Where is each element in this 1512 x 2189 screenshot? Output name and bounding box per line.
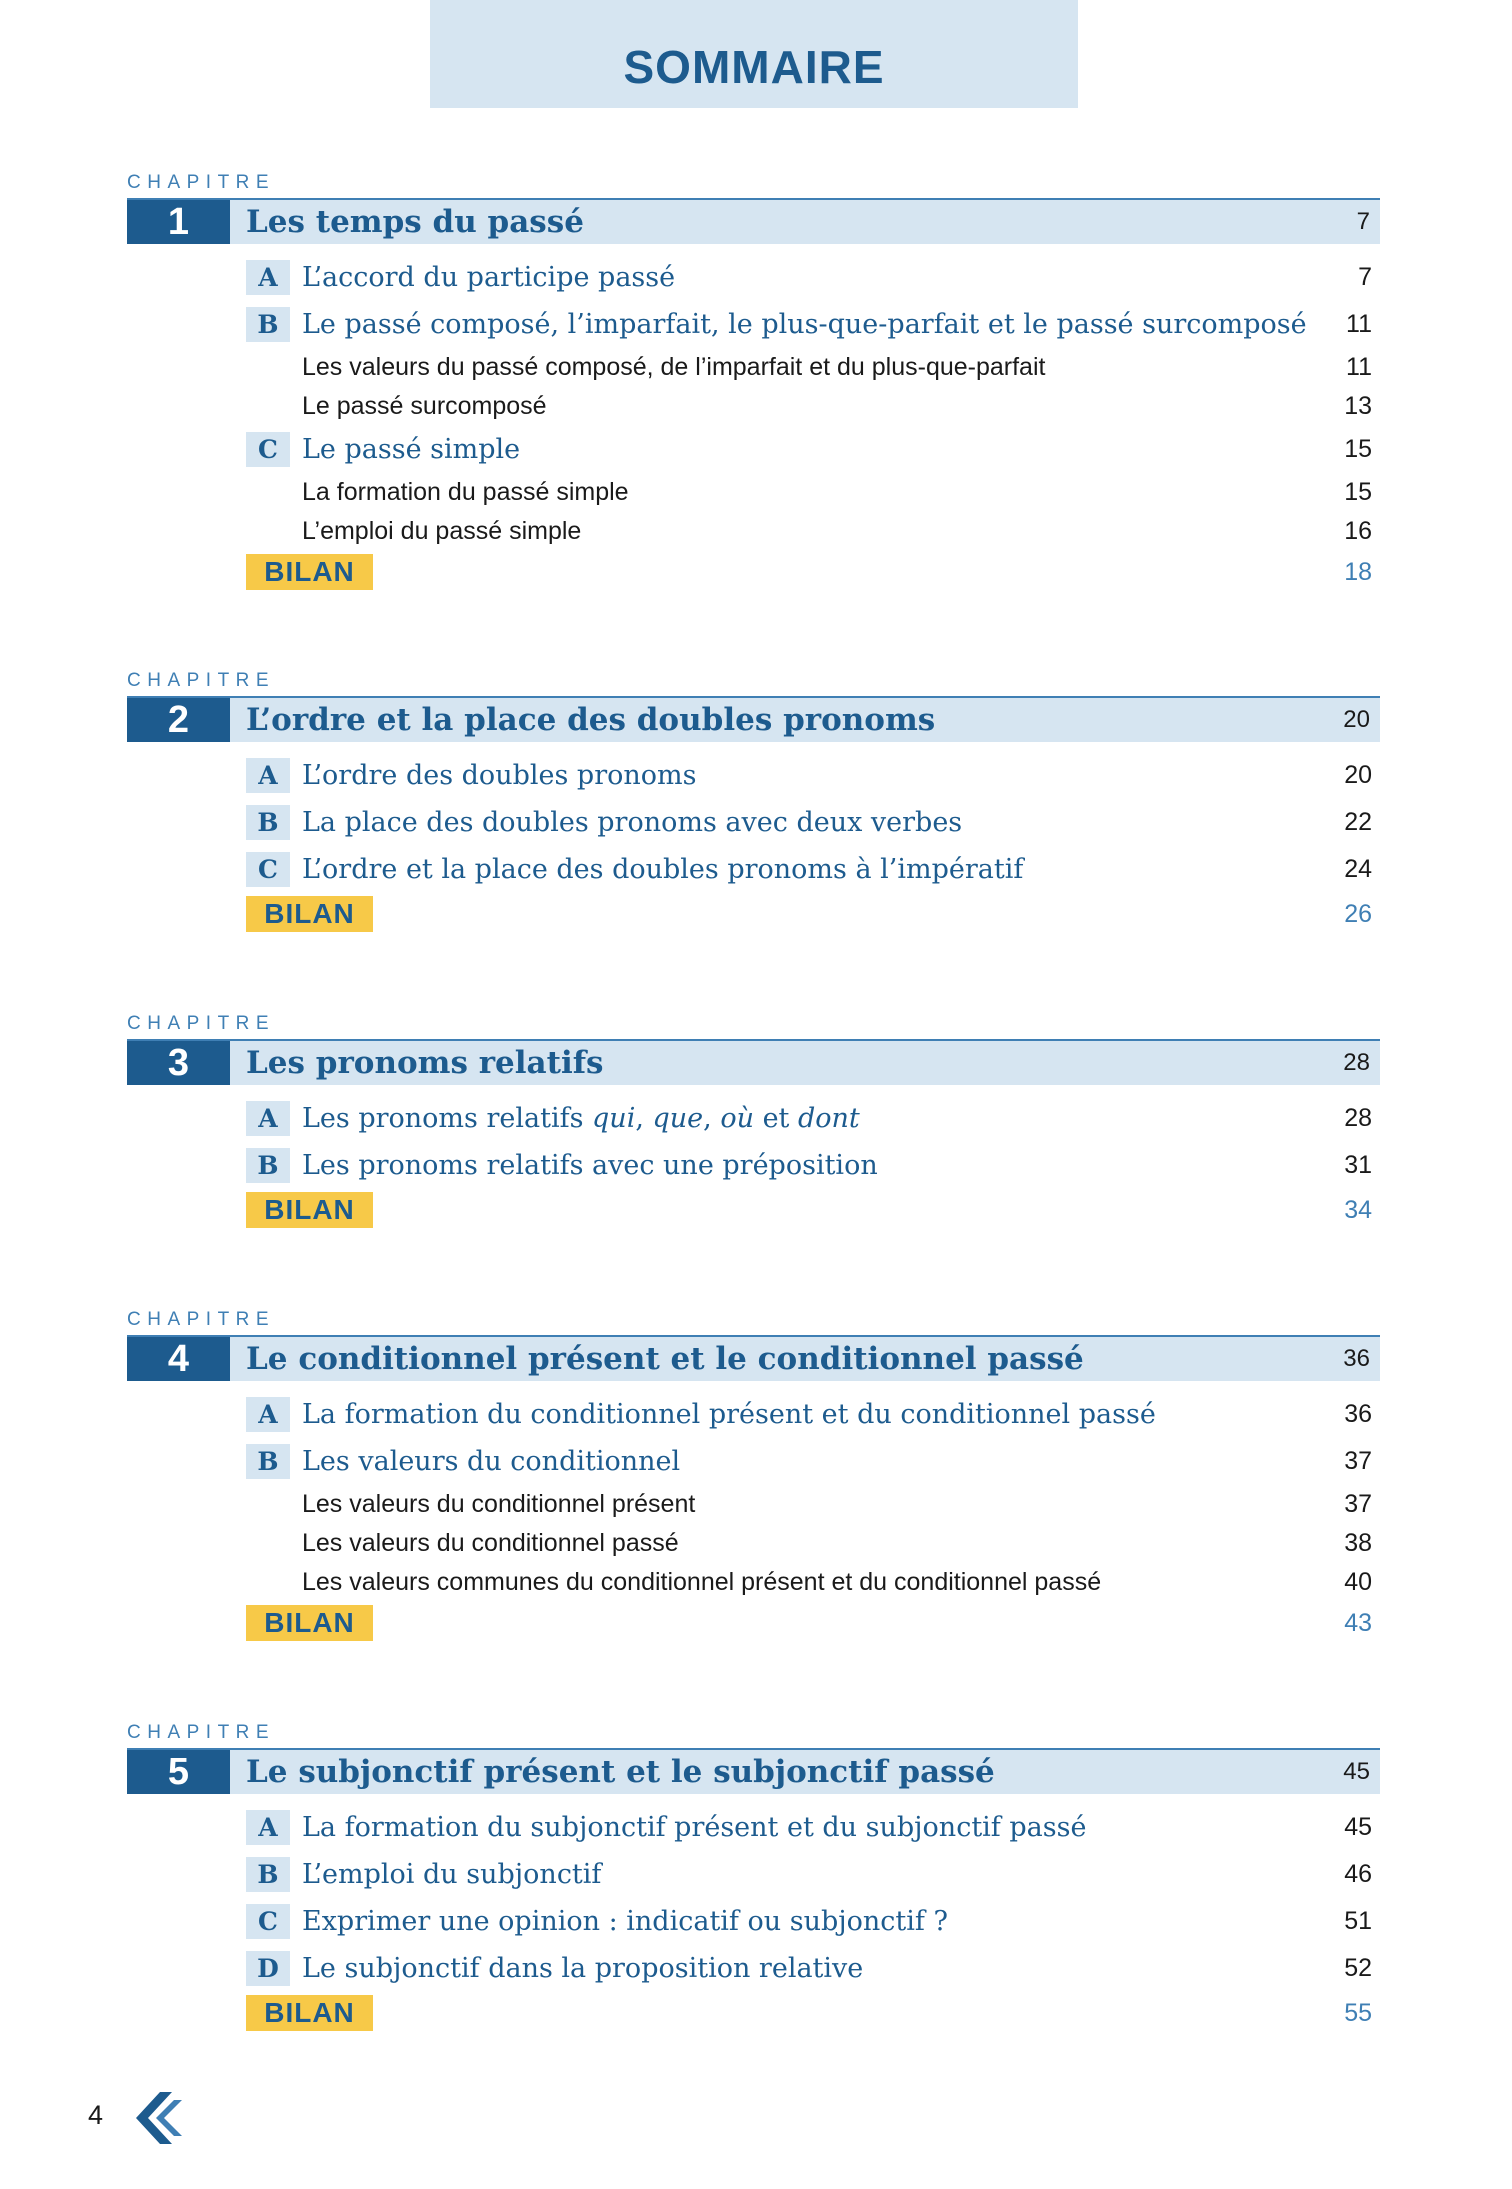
subsection-row[interactable] xyxy=(127,1563,1380,1602)
bilan-badge: BILAN xyxy=(246,1605,373,1641)
subsection-title: La formation du passé simple xyxy=(302,478,629,506)
title-box xyxy=(430,0,1078,108)
chapter-2 xyxy=(127,670,1380,935)
section-row[interactable] xyxy=(127,301,1380,348)
subsection-row[interactable] xyxy=(127,1524,1380,1563)
section-title: L’ordre et la place des doubles pronoms à l’impératif xyxy=(302,854,1024,885)
subsection-page: 16 xyxy=(1344,517,1372,545)
chapter-number: 4 xyxy=(127,1337,230,1381)
bilan-row[interactable] xyxy=(127,1602,1380,1644)
section-page: 46 xyxy=(1344,1860,1372,1888)
chapter-title: Les pronoms relatifs xyxy=(246,1045,604,1081)
section-page: 52 xyxy=(1344,1954,1372,1982)
section-title: L’emploi du subjonctif xyxy=(302,1859,602,1890)
section-page: 7 xyxy=(1358,263,1372,291)
section-page: 20 xyxy=(1344,761,1372,789)
section-letter: A xyxy=(246,758,290,793)
section-letter: A xyxy=(246,1810,290,1845)
chapter-page: 36 xyxy=(1343,1345,1370,1372)
subsection-title: L’emploi du passé simple xyxy=(302,517,582,545)
subsection-row[interactable] xyxy=(127,1485,1380,1524)
chapter-title: Le subjonctif présent et le subjonctif passé xyxy=(246,1754,995,1790)
chapter-3 xyxy=(127,1013,1380,1231)
section-page: 22 xyxy=(1344,808,1372,836)
bilan-badge: BILAN xyxy=(246,554,373,590)
chapter-label: CHAPITRE xyxy=(127,1309,276,1330)
section-page: 31 xyxy=(1344,1151,1372,1179)
bilan-page: 34 xyxy=(1344,1195,1372,1224)
section-title-part: , xyxy=(703,1103,721,1134)
subsection-title: Les valeurs du conditionnel présent xyxy=(302,1490,696,1518)
section-title-italic: que xyxy=(652,1103,704,1134)
subsection-page: 15 xyxy=(1344,478,1372,506)
section-title: Le passé composé, l’imparfait, le plus-que-parfait et le passé surcomposé xyxy=(302,309,1307,340)
chapter-label: CHAPITRE xyxy=(127,1013,276,1034)
section-page: 45 xyxy=(1344,1813,1372,1841)
section-row[interactable] xyxy=(127,1095,1380,1142)
section-row[interactable] xyxy=(127,1804,1380,1851)
section-letter: B xyxy=(246,1148,290,1183)
chapter-page: 45 xyxy=(1343,1758,1370,1785)
section-row[interactable] xyxy=(127,1142,1380,1189)
chapter-label: CHAPITRE xyxy=(127,172,276,193)
chapter-label: CHAPITRE xyxy=(127,670,276,691)
section-row[interactable] xyxy=(127,1851,1380,1898)
section-row[interactable] xyxy=(127,254,1380,301)
chapter-title: Le conditionnel présent et le conditionnel passé xyxy=(246,1341,1084,1377)
section-title-part: Les pronoms relatifs xyxy=(302,1103,593,1134)
bilan-page: 26 xyxy=(1344,899,1372,928)
bilan-badge: BILAN xyxy=(246,1192,373,1228)
section-page: 15 xyxy=(1344,435,1372,463)
section-title: L’accord du participe passé xyxy=(302,262,676,293)
subsection-title: Les valeurs du conditionnel passé xyxy=(302,1529,679,1557)
chapter-number: 2 xyxy=(127,698,230,742)
section-page: 24 xyxy=(1344,855,1372,883)
chapter-4 xyxy=(127,1309,1380,1644)
section-row[interactable] xyxy=(127,846,1380,893)
chapter-title: Les temps du passé xyxy=(246,204,584,240)
section-letter: B xyxy=(246,307,290,342)
section-letter: A xyxy=(246,260,290,295)
chapter-title: L’ordre et la place des doubles pronoms xyxy=(246,702,936,738)
bilan-row[interactable] xyxy=(127,1992,1380,2034)
subsection-row[interactable] xyxy=(127,473,1380,512)
bilan-badge: BILAN xyxy=(246,1995,373,2031)
section-title: L’ordre des doubles pronoms xyxy=(302,760,697,791)
subsection-row[interactable] xyxy=(127,348,1380,387)
page-title: SOMMAIRE xyxy=(623,41,885,93)
chapter-heading[interactable] xyxy=(127,1750,1380,1794)
section-title: La formation du conditionnel présent et du conditionnel passé xyxy=(302,1399,1156,1430)
chapter-5 xyxy=(127,1722,1380,2034)
subsection-page: 13 xyxy=(1344,392,1372,420)
chapter-page: 7 xyxy=(1356,208,1370,235)
bilan-page: 55 xyxy=(1344,1998,1372,2027)
section-letter: D xyxy=(246,1951,290,1986)
bilan-row[interactable] xyxy=(127,551,1380,593)
section-row[interactable] xyxy=(127,752,1380,799)
section-letter: C xyxy=(246,1904,290,1939)
section-title: Exprimer une opinion : indicatif ou subjonctif ? xyxy=(302,1906,948,1937)
section-title-italic: dont xyxy=(797,1103,860,1134)
section-title-italic: où xyxy=(720,1103,754,1134)
subsection-title: Les valeurs communes du conditionnel présent et du conditionnel passé xyxy=(302,1568,1102,1596)
section-row[interactable] xyxy=(127,1438,1380,1485)
subsection-title: Le passé surcomposé xyxy=(302,392,547,420)
subsection-page: 11 xyxy=(1346,353,1372,381)
chapter-page: 28 xyxy=(1343,1049,1370,1076)
double-chevron-left-icon xyxy=(130,2090,182,2146)
bilan-row[interactable] xyxy=(127,893,1380,935)
section-title: Les valeurs du conditionnel xyxy=(302,1446,681,1477)
section-letter: C xyxy=(246,852,290,887)
subsection-page: 38 xyxy=(1344,1529,1372,1557)
subsection-page: 37 xyxy=(1344,1490,1372,1518)
section-title xyxy=(302,1103,860,1134)
section-title-part: et xyxy=(753,1103,798,1134)
section-letter: A xyxy=(246,1397,290,1432)
section-title: La place des doubles pronoms avec deux verbes xyxy=(302,807,963,838)
section-letter: C xyxy=(246,432,290,467)
chapter-heading[interactable] xyxy=(127,1041,1380,1085)
section-title: La formation du subjonctif présent et du subjonctif passé xyxy=(302,1812,1087,1843)
section-letter: B xyxy=(246,1444,290,1479)
chapter-number: 3 xyxy=(127,1041,230,1085)
section-page: 51 xyxy=(1344,1907,1372,1935)
section-row[interactable] xyxy=(127,426,1380,473)
bilan-page: 18 xyxy=(1344,557,1372,586)
chapter-heading[interactable] xyxy=(127,698,1380,742)
chapter-label: CHAPITRE xyxy=(127,1722,276,1743)
subsection-row[interactable] xyxy=(127,387,1380,426)
section-letter: B xyxy=(246,1857,290,1892)
chapter-number: 5 xyxy=(127,1750,230,1794)
bilan-row[interactable] xyxy=(127,1189,1380,1231)
subsection-row[interactable] xyxy=(127,512,1380,551)
section-title: Le subjonctif dans la proposition relative xyxy=(302,1953,864,1984)
section-page: 37 xyxy=(1344,1447,1372,1475)
section-title-part: , xyxy=(635,1103,653,1134)
chapter-1 xyxy=(127,172,1380,593)
section-page: 36 xyxy=(1344,1400,1372,1428)
section-row[interactable] xyxy=(127,1898,1380,1945)
section-row[interactable] xyxy=(127,799,1380,846)
chapter-page: 20 xyxy=(1343,706,1370,733)
subsection-page: 40 xyxy=(1344,1568,1372,1596)
section-page: 28 xyxy=(1344,1104,1372,1132)
section-letter: B xyxy=(246,805,290,840)
section-row[interactable] xyxy=(127,1945,1380,1992)
page-number: 4 xyxy=(88,2100,104,2130)
bilan-page: 43 xyxy=(1344,1608,1372,1637)
section-page: 11 xyxy=(1346,310,1372,338)
subsection-title: Les valeurs du passé composé, de l’imparfait et du plus-que-parfait xyxy=(302,353,1046,381)
chapter-heading[interactable] xyxy=(127,1337,1380,1381)
chapter-number: 1 xyxy=(127,200,230,244)
section-title: Les pronoms relatifs avec une préposition xyxy=(302,1150,878,1181)
section-title-italic: qui xyxy=(592,1103,636,1134)
section-title: Le passé simple xyxy=(302,434,521,465)
bilan-badge: BILAN xyxy=(246,896,373,932)
section-row[interactable] xyxy=(127,1391,1380,1438)
section-letter: A xyxy=(246,1101,290,1136)
chapter-heading[interactable] xyxy=(127,200,1380,244)
